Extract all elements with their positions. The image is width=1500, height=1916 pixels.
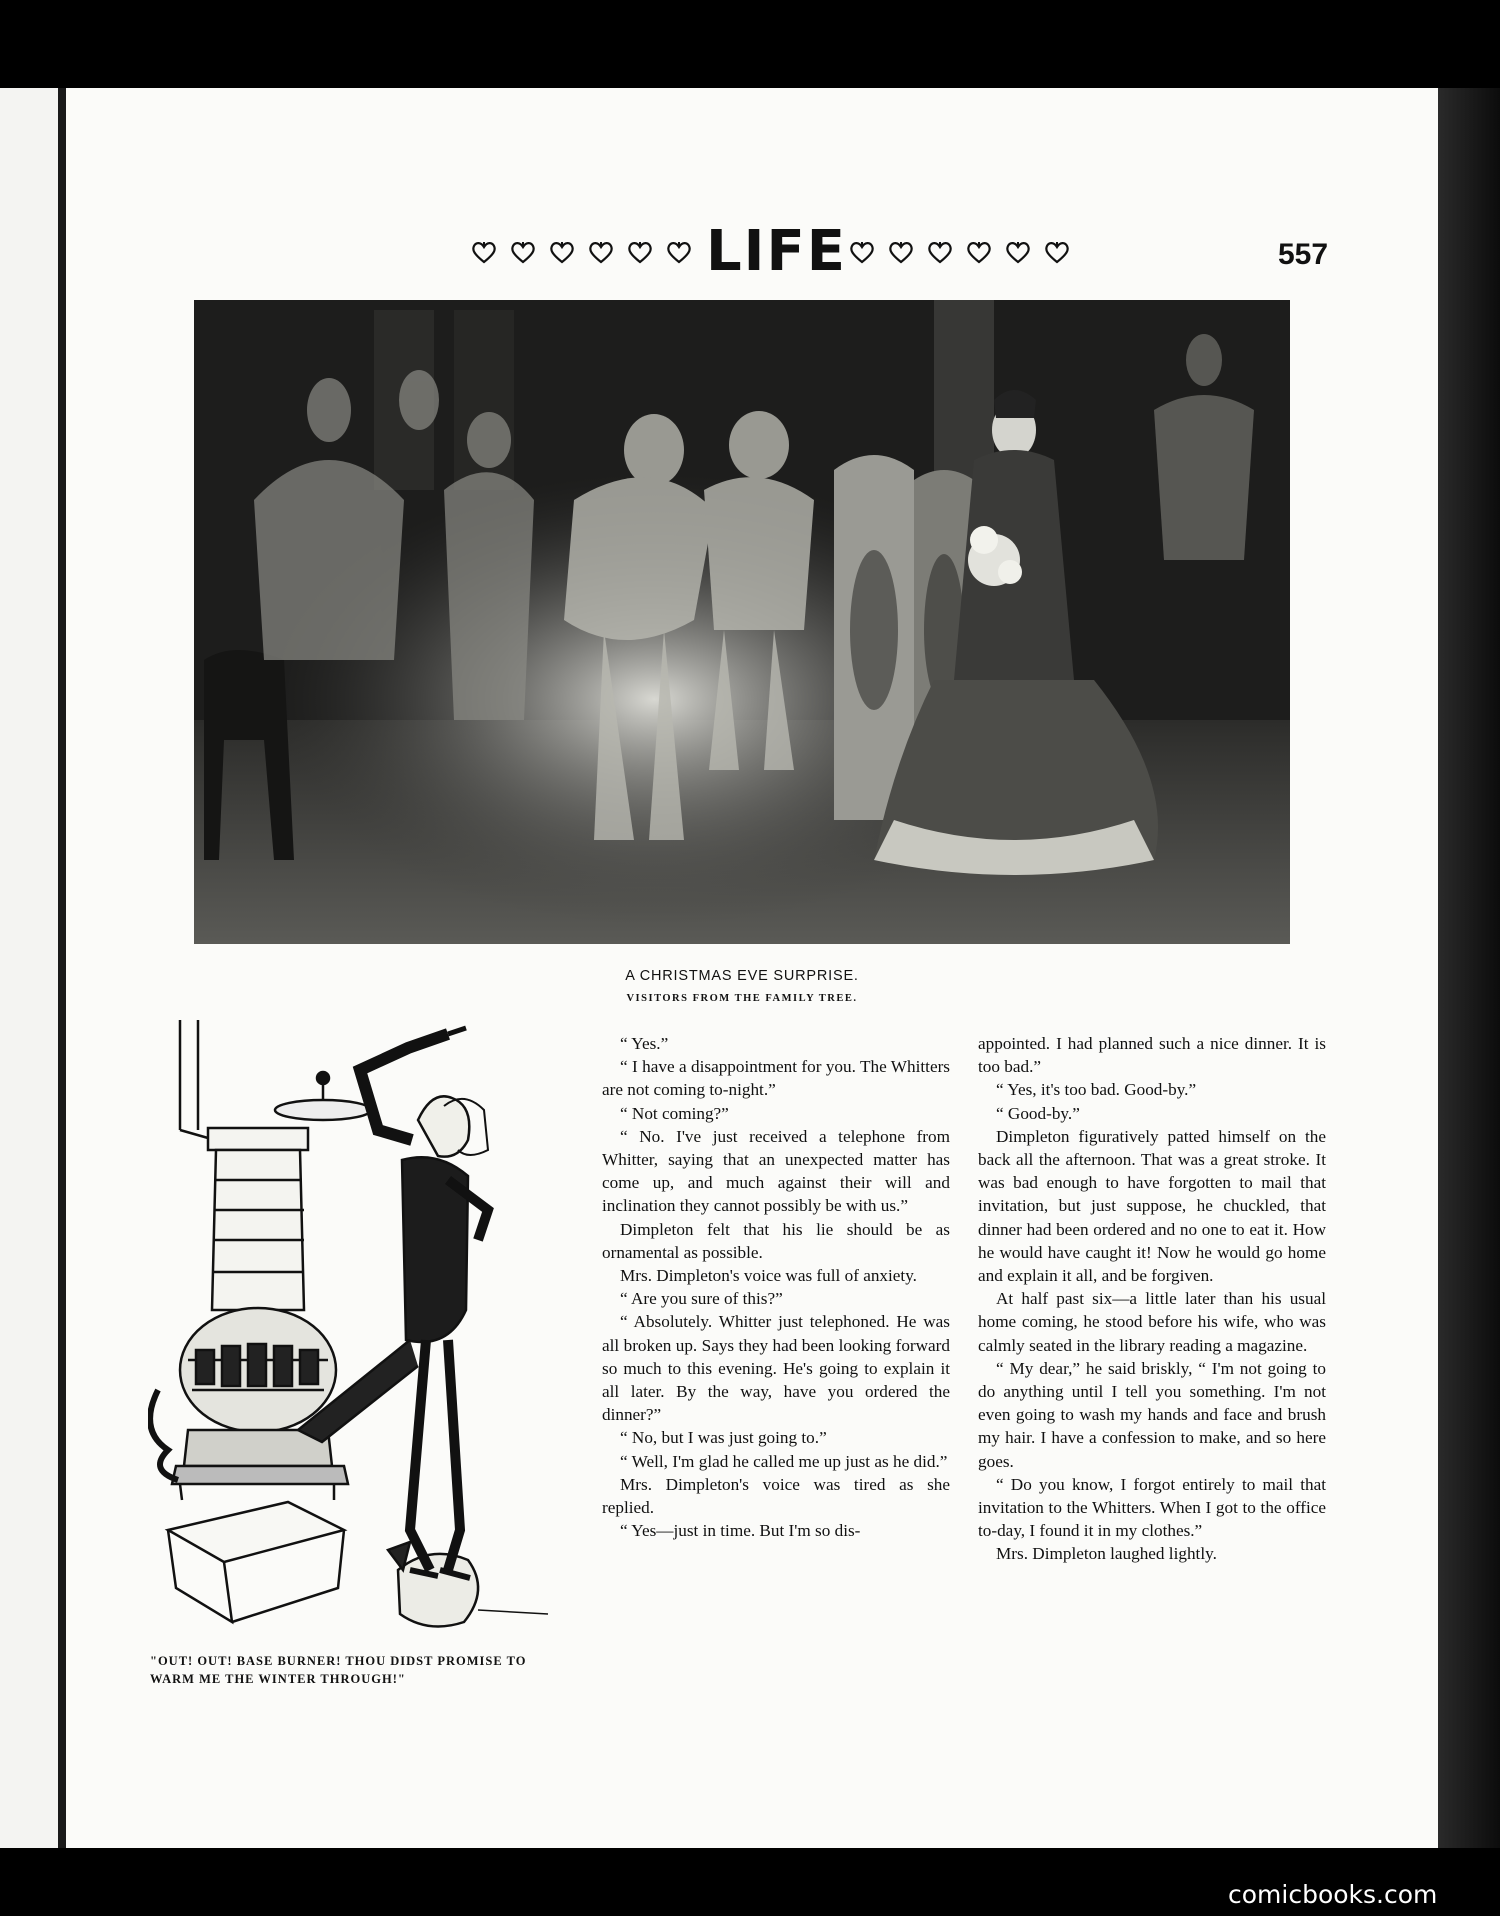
- heart-ornament-icon: [1004, 238, 1032, 266]
- story-paragraph: “ Good-by.”: [996, 1103, 1080, 1123]
- heart-ornament-icon: [470, 238, 498, 266]
- story-paragraph: “ I have a disappointment for you. The Whitters are not coming to-night.”: [602, 1057, 950, 1100]
- story-paragraph: Dimpleton felt that his lie should be as ornamental as possible.: [602, 1219, 950, 1262]
- heart-ornament-icon: [548, 238, 576, 266]
- heart-ornaments-right: [848, 238, 1071, 266]
- story-paragraph: Mrs. Dimpleton laughed lightly.: [996, 1544, 1217, 1564]
- heart-ornament-icon: [1043, 238, 1071, 266]
- story-paragraph: “ Do you know, I forgot entirely to mail that invitation to the Whitters. When I got to the office to-day, I found it in my clothes.”: [978, 1474, 1326, 1541]
- heart-ornament-icon: [665, 238, 693, 266]
- story-paragraph: “ My dear,” he said briskly, “ I'm not going to do anything until I tell you something. I'm not even going to wash my hands and face and brush my hair. I have a confession to make, and so here goes.: [978, 1358, 1326, 1471]
- story-paragraph: “ Are you sure of this?”: [620, 1289, 783, 1309]
- heart-ornament-icon: [887, 238, 915, 266]
- story-column-2: [978, 1032, 1326, 1566]
- magazine-title: LIFE: [706, 219, 848, 284]
- story-paragraph: “ Absolutely. Whitter just telephoned. He was all broken up. Says they had been looking forward so much to this evening. He's going to explain it all later. By the way, have you ordered the dinner?”: [602, 1312, 950, 1425]
- heart-ornament-icon: [626, 238, 654, 266]
- page-gutter: [58, 88, 66, 1848]
- story-paragraph-continued: appointed. I had planned such a nice dinner. It is too bad.”: [978, 1034, 1326, 1077]
- heart-ornaments-left: [470, 238, 693, 266]
- story-paragraph: Dimpleton figuratively patted himself on the back all the afternoon. That was a great stroke. It was bad enough to have forgotten to mail that invitation, but just suppose, he chuckled, that dinner had been ordered and no one to eat it. How he would have caught it! Now he would go home and explain it all, and be forgiven.: [978, 1126, 1326, 1286]
- page-number: 557: [1278, 238, 1329, 271]
- story-paragraph: “ No, but I was just going to.”: [620, 1428, 827, 1448]
- cartoon-caption: "OUT! OUT! BASE BURNER! THOU DIDST PROMISE TO WARM ME THE WINTER THROUGH!": [150, 1654, 527, 1686]
- story-paragraph: “ Not coming?”: [620, 1103, 729, 1123]
- story-paragraph: Mrs. Dimpleton's voice was tired as she replied.: [602, 1474, 950, 1518]
- christmas-eve-illustration: [194, 300, 1290, 944]
- story-column-1: [602, 1032, 950, 1542]
- story-paragraph: “ Well, I'm glad he called me up just as he did.”: [620, 1451, 948, 1471]
- illustration-subcaption: VISITORS FROM THE FAMILY TREE.: [626, 993, 858, 1004]
- story-paragraph: “ Yes.”: [620, 1034, 669, 1053]
- scan-border: [1438, 88, 1500, 1848]
- left-page-edge: [0, 88, 58, 1848]
- story-paragraph: At half past six—a little later than his usual home coming, he stood before his wife, who was calmly seated in the library reading a magazine.: [978, 1289, 1326, 1355]
- story-paragraph: “ No. I've just received a telephone from Whitter, saying that an unexpected matter has come up, and much against their will and inclination they cannot possibly be with us.”: [602, 1126, 950, 1216]
- illustration-caption: A CHRISTMAS EVE SURPRISE.: [625, 968, 859, 984]
- heart-ornament-icon: [509, 238, 537, 266]
- stove-cartoon: [148, 1010, 568, 1650]
- heart-ornament-icon: [965, 238, 993, 266]
- masthead: [470, 220, 1070, 284]
- story-paragraph: “ Yes, it's too bad. Good-by.”: [996, 1080, 1197, 1100]
- heart-ornament-icon: [926, 238, 954, 266]
- story-paragraph: Mrs. Dimpleton's voice was full of anxiety.: [620, 1266, 917, 1286]
- watermark: comicbooks.com: [1228, 1880, 1438, 1909]
- story-paragraph: “ Yes—just in time. But I'm so dis-: [620, 1521, 861, 1541]
- heart-ornament-icon: [587, 238, 615, 266]
- heart-ornament-icon: [848, 238, 876, 266]
